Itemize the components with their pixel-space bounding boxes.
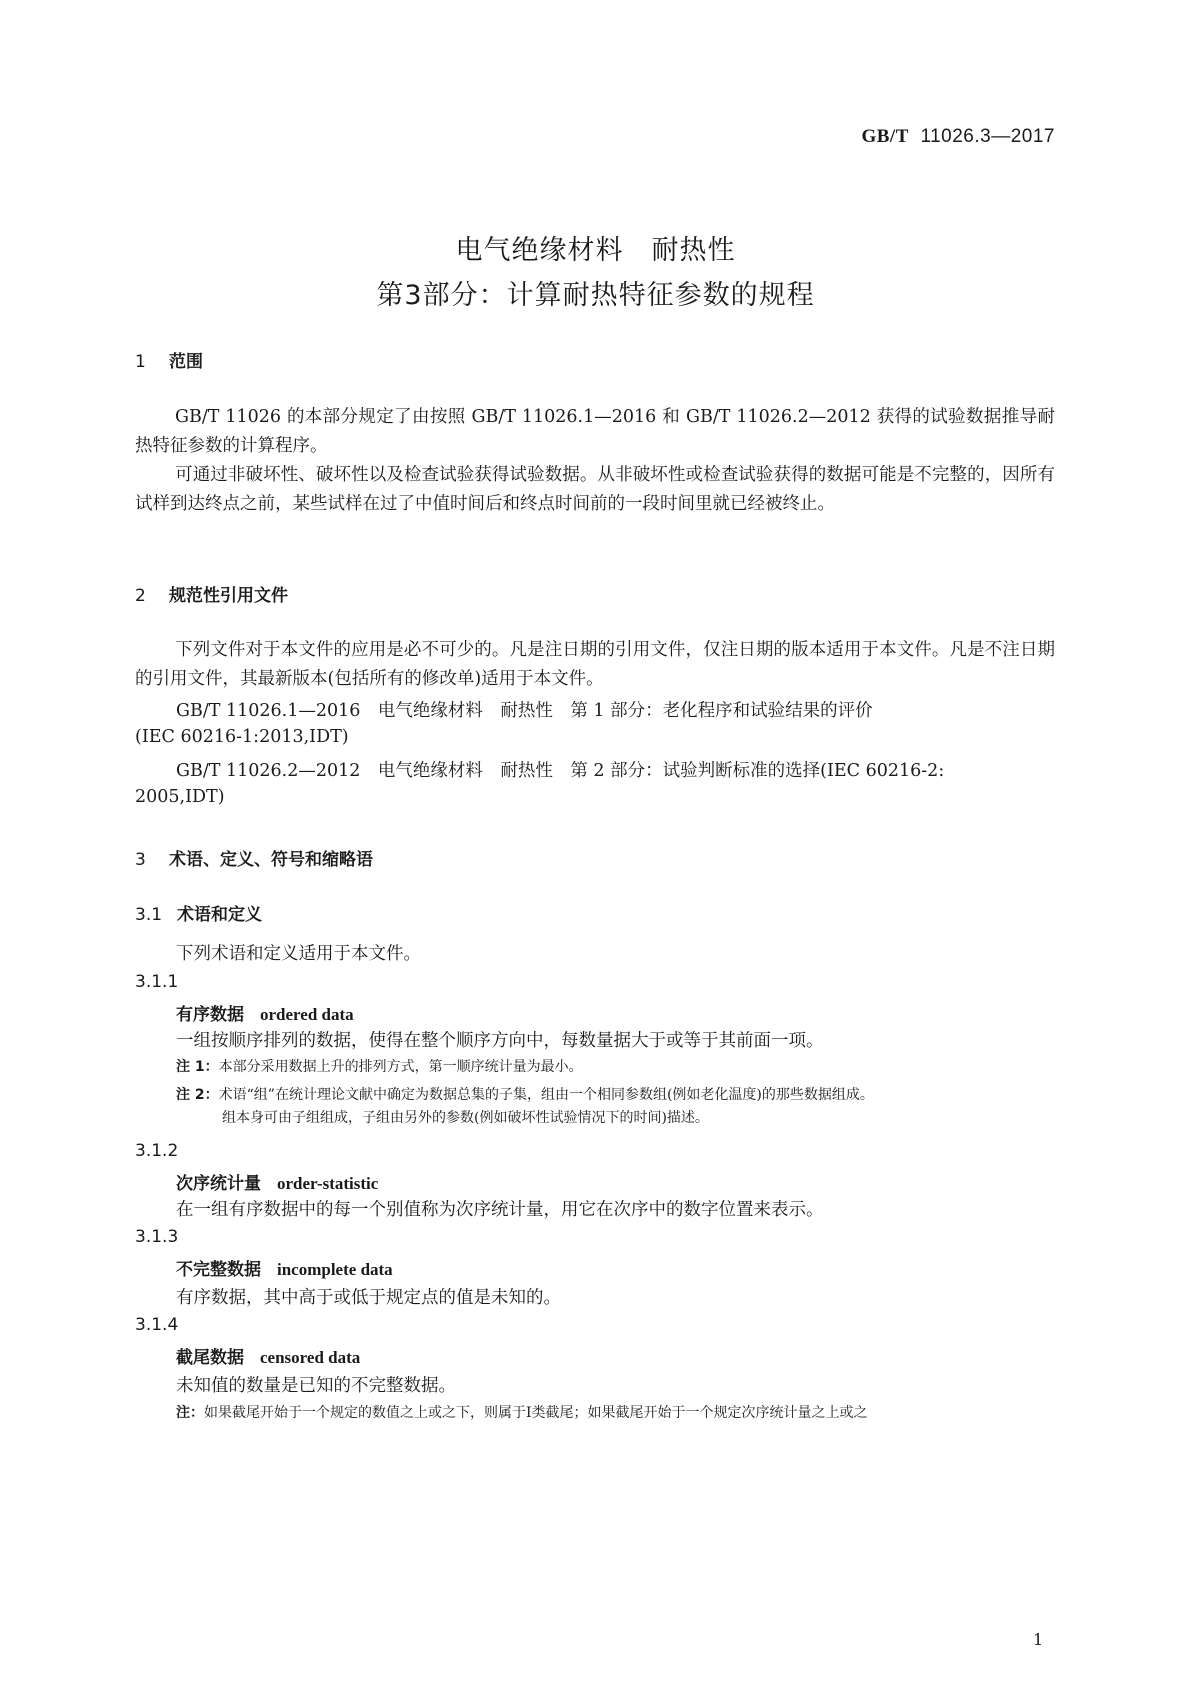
standard-prefix: GB/T	[861, 126, 909, 147]
section-title: 术语和定义	[177, 905, 262, 925]
note-continuation: 组本身可由子组组成，子组由另外的参数(例如破坏性试验情况下的时间)描述。	[222, 1110, 709, 1126]
term-zh: 有序数据	[176, 1005, 244, 1025]
term-en: ordered data	[260, 1005, 354, 1024]
reference-1-line1: GB/T 11026.1—2016 电气绝缘材料 耐热性 第 1 部分：老化程序和试验结果的评价	[176, 701, 873, 721]
page-number: 1	[1033, 1630, 1044, 1649]
term-zh: 不完整数据	[176, 1260, 261, 1280]
section-number: 1	[135, 352, 146, 372]
document-title-line1: 电气绝缘材料 耐热性	[455, 235, 736, 266]
note-2	[176, 1084, 1066, 1130]
document-title-line2: 第3部分：计算耐热特征参数的规程	[376, 280, 815, 311]
normative-intro: 下列文件对于本文件的应用是必不可少的。凡是注日期的引用文件，仅注日期的版本适用于本文件。凡是不注日期的引用文件，其最新版本(包括所有的修改单)适用于本文件。	[135, 640, 1055, 689]
reference-1-line2: (IEC 60216-1:2013,IDT)	[135, 727, 349, 747]
term-heading	[176, 1000, 354, 1025]
section-1-heading	[135, 347, 203, 372]
term-heading	[176, 1343, 360, 1368]
term-definition: 一组按顺序排列的数据，使得在整个顺序方向中，每数量据大于或等于其前面一项。	[176, 1031, 824, 1051]
term-definition: 在一组有序数据中的每一个别值称为次序统计量，用它在次序中的数字位置来表示。	[176, 1200, 824, 1220]
standard-id: 11026.3—2017	[920, 126, 1055, 147]
note-1	[176, 1056, 1066, 1079]
term-heading	[176, 1169, 378, 1194]
term-definition: 未知值的数量是已知的不完整数据。	[176, 1376, 456, 1396]
term-en: censored data	[260, 1348, 361, 1367]
term-definition: 有序数据，其中高于或低于规定点的值是未知的。	[176, 1288, 561, 1308]
note-3	[176, 1402, 1066, 1425]
section-2-heading	[135, 581, 288, 606]
term-heading	[176, 1255, 393, 1280]
section-number: 3	[135, 850, 146, 870]
note-label: 注 1：	[176, 1059, 219, 1075]
term-zh: 截尾数据	[176, 1348, 244, 1368]
section-number: 3.1	[135, 905, 163, 925]
term-number: 3.1.4	[135, 1315, 179, 1335]
reference-2-line2: 2005,IDT)	[135, 787, 225, 807]
note-text: 本部分采用数据上升的排列方式，第一顺序统计量为最小。	[218, 1059, 583, 1075]
section-title: 规范性引用文件	[169, 586, 288, 606]
section-title: 范围	[169, 352, 203, 372]
term-en: order-statistic	[277, 1174, 379, 1193]
term-number: 3.1.3	[135, 1227, 179, 1247]
scope-paragraph-2: 可通过非破坏性、破坏性以及检查试验获得试验数据。从非破坏性或检查试验获得的数据可能是不完整的，因所有试样到达终点之前，某些试样在过了中值时间后和终点时间前的一段时间里就已经被终止。	[135, 465, 1055, 514]
term-number: 3.1.1	[135, 972, 179, 992]
terms-intro: 下列术语和定义适用于本文件。	[176, 944, 421, 964]
note-label: 注：	[176, 1405, 204, 1421]
section-number: 2	[135, 586, 146, 606]
reference-2-line1: GB/T 11026.2—2012 电气绝缘材料 耐热性 第 2 部分：试验判断标准的选择(IEC 60216-2:	[176, 761, 945, 781]
scope-paragraph-1: GB/T 11026 的本部分规定了由按照 GB/T 11026.1—2016 和 GB/T 11026.2—2012 获得的试验数据推导耐热特征参数的计算程序。	[135, 407, 1055, 456]
note-text: 术语“组”在统计理论文献中确定为数据总集的子集，组由一个相同参数组(例如老化温度)的那些数据组成。	[218, 1087, 874, 1103]
term-en: incomplete data	[277, 1260, 393, 1279]
term-number: 3.1.2	[135, 1141, 179, 1161]
section-3-heading	[135, 845, 373, 870]
note-text: 如果截尾开始于一个规定的数值之上或之下，则属于Ⅰ类截尾；如果截尾开始于一个规定次序统计量之上或之	[204, 1405, 868, 1421]
standard-number	[861, 126, 1055, 148]
note-label: 注 2：	[176, 1087, 219, 1103]
term-zh: 次序统计量	[176, 1174, 261, 1194]
section-3-1-heading	[135, 900, 262, 925]
section-title: 术语、定义、符号和缩略语	[169, 850, 373, 870]
